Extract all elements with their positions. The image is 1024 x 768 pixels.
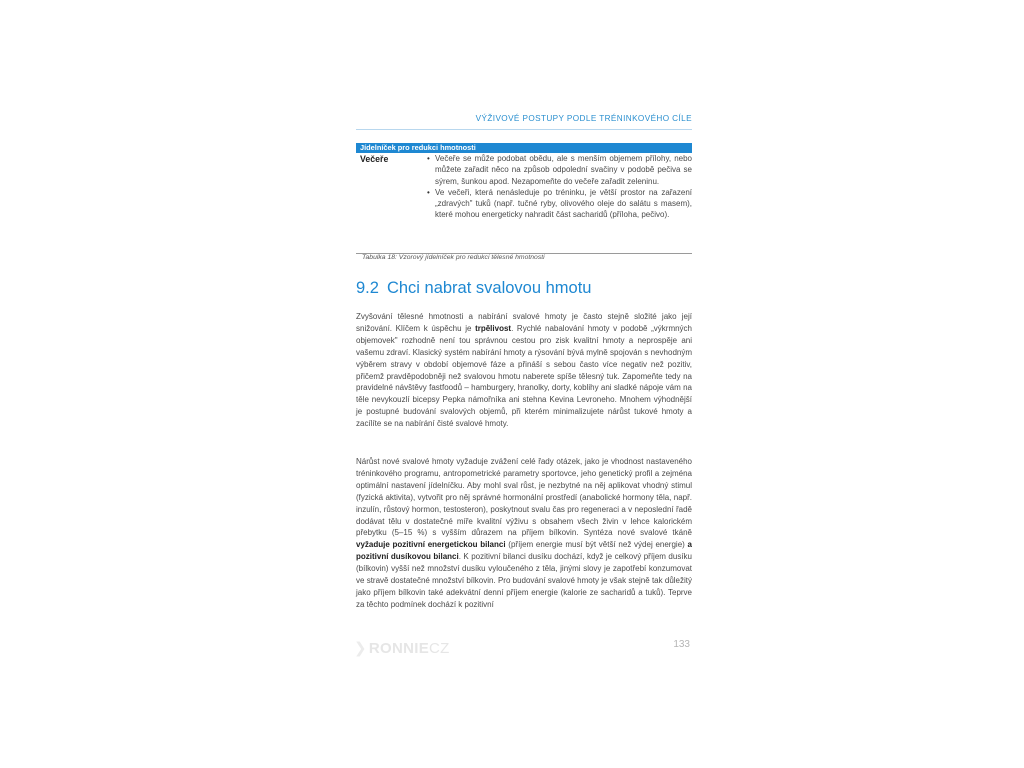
table-row [356,153,692,251]
row-label-dinner: Večeře [360,154,389,164]
body-paragraph-1 [356,311,692,430]
bullet-list [426,153,692,221]
meal-plan-table [356,143,692,251]
page-number: 133 [673,639,690,650]
list-item [426,187,692,221]
paragraph-text: . Rychlé nabalování hmoty v podobě „výkrmných objemovek" rozhodně není tou správnou cestou pro zisk kvalitní hmoty a neprospěje ani vašemu zdraví. Klasický systém nabírání hmoty a rýsování bývá mylně spojován s nevhodným výběrem stravy v období objemové fáze a přináší s sebou často více negativ než pozitiv, přičemž pravděpodobněji než svalovou hmotu naberete spíše tělesný tuk. Zapomeňte tedy na pravidelné návštěvy fastfoodů – hamburgery, hranolky, dorty, koblihy ani sladké nápoje vám na těle nevykouzlí bicepsy Pepka námořníka ani stehna Kevina Levroneho. Mnohem výhodnější je postupné budování svalových objemů, při kterém minimalizujete nárůst tukové hmoty a zacílíte se na nabírání čisté svalové hmoty. [356,323,693,429]
list-item [426,153,692,187]
bullet-text: Večeře se může podobat obědu, ale s menším objemem přílohy, nebo můžete zařadit něco na způsob odpolední svačiny v podobě pečiva se sýrem, šunkou apod. Nezapomeňte do večeře zařadit zeleninu. [435,154,692,186]
section-number: 9.2 [356,279,379,297]
emphasis-text: vyžaduje pozitivní energetickou bilanci [356,540,506,550]
body-paragraph-2 [356,456,692,611]
ronnie-logo [354,639,450,657]
section-heading [356,279,591,298]
table-header: Jídelníček pro redukci hmotnosti [356,143,692,153]
logo-text: RONNIE [368,640,430,657]
paragraph-text: (příjem energie musí být větší než výdej energie) [505,540,688,550]
emphasis-text: a pozitivní dusíkovou bilanci [356,540,692,562]
bullet-icon: • [427,154,430,163]
document-page [356,108,692,668]
section-title: Chci nabrat svalovou hmotu [386,279,592,297]
running-header: VÝŽIVOVÉ POSTUPY PODLE TRÉNINKOVÉHO CÍLE [475,114,692,123]
chevron-logo-icon: ❯ [354,640,367,657]
paragraph-text: Zvyšování tělesné hmotnosti a nabírání svalové hmoty je často stejně složité jako její snižování. Klíčem k úspěchu je [356,312,692,333]
header-rule [356,129,692,130]
logo-suffix: CZ [429,640,450,657]
emphasis-text: trpělivost [475,323,512,333]
paragraph-text: . K pozitivní bilanci dusíku dochází, když je celkový příjem dusíku (bílkovin) vyšší než množství dusíku vyloučeného z těla, jinými slovy je zapotřebí konzumovat ve stravě dostatečné množství bílkovin. Pro budování svalové hmoty je však stejně tak důležitý jako příjem bílkovin také adekvátní denní příjem energie (kalorie ze sacharidů a tuků). Teprve za těchto podmínek dochází k pozitivní [356,552,692,609]
bullet-icon: • [427,187,430,197]
table-caption: Tabulka 18: Vzorový jídelníček pro redukci tělesné hmotnosti [362,254,545,261]
paragraph-text: Nárůst nové svalové hmoty vyžaduje zvážení celé řady otázek, jako je vhodnost nastaveného tréninkového programu, antropometrické parametry sportovce, jeho genetický profil a zejména optimální nastavení jídelníčku. Aby mohl sval růst, je nezbytné na něj aplikovat vhodný stimul (fyzická aktivita), vytvořit pro něj správné hormonální prostředí (anabolické hormony těla, např. inzulín, růstový hormon, testosteron), poskytnout svalu čas pro regeneraci a v neposlední řadě dodávat tělu v dostatečné míře kvalitní výživu s obsahem všech živin v lehce kalorickém přebytku (5–15 %) s vyšším důrazem na příjem bílkovin. Syntéza nové svalové tkáně [356,457,692,538]
bullet-text: Ve večeři, která nenásleduje po tréninku, je větší prostor na zařazení „zdravých" tuků (např. tučné ryby, olivového oleje do salátu s masem), které mohou energeticky nahradit část sacharidů (příloha, pečivo). [435,187,692,220]
